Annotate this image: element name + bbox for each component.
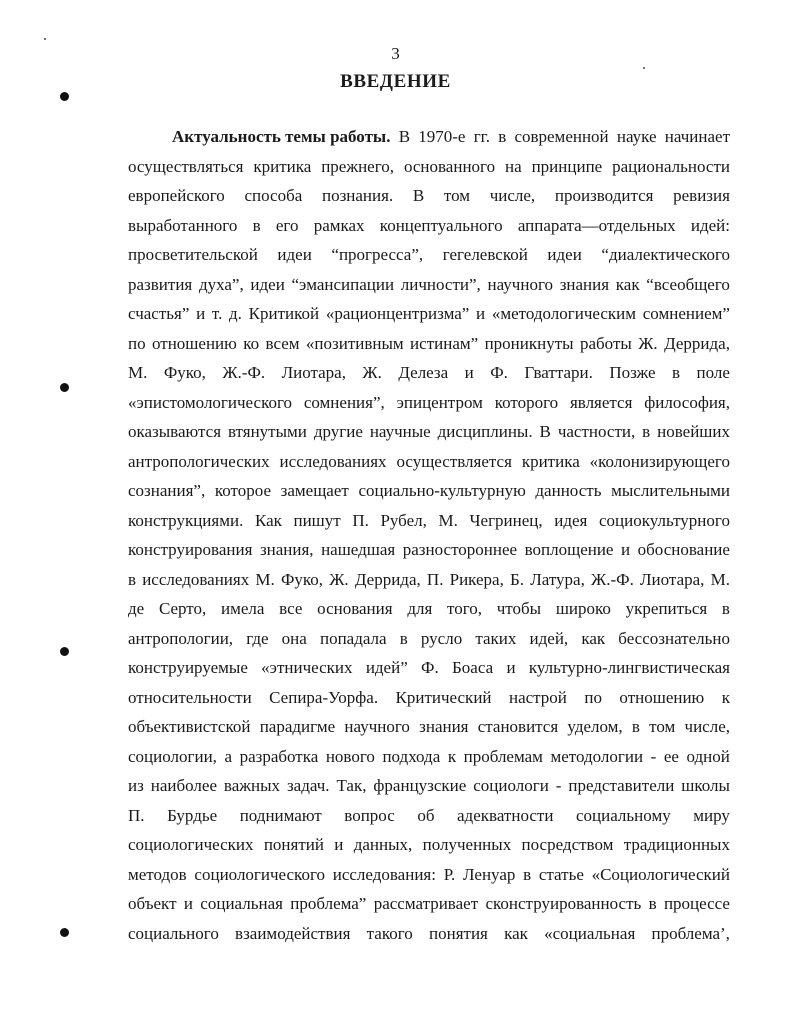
- word: д.: [229, 304, 242, 323]
- word: производится: [554, 186, 654, 205]
- word: нового: [325, 746, 375, 766]
- word: оказываются: [128, 422, 222, 441]
- word: де: [128, 599, 145, 618]
- word: критика: [521, 451, 580, 471]
- word: поднимают: [239, 805, 322, 825]
- word: по: [584, 687, 602, 707]
- word: рациональности: [612, 156, 730, 176]
- word: М.: [255, 569, 275, 589]
- word: вопрос: [344, 805, 395, 825]
- word: Лиотара,: [640, 569, 705, 589]
- word: истинам”: [410, 333, 479, 353]
- word: на: [505, 156, 522, 176]
- word: и: [506, 658, 516, 677]
- word: европейского: [128, 186, 225, 205]
- word: -: [555, 776, 562, 795]
- word: рамках: [313, 215, 365, 235]
- word: науке: [616, 127, 657, 146]
- text-line: [128, 447, 730, 477]
- word: парадигме: [259, 717, 336, 736]
- text-line: [128, 594, 730, 624]
- word: частности,: [557, 422, 636, 441]
- word: Боаса: [452, 658, 494, 677]
- word: “прогресса”,: [331, 245, 424, 264]
- word: научные: [369, 422, 431, 441]
- word: социально-культурную: [358, 481, 526, 500]
- word: исследованиях: [279, 451, 387, 471]
- word: в: [498, 127, 507, 146]
- text-line: [128, 801, 730, 831]
- word: настрой: [508, 687, 567, 707]
- word: а: [224, 746, 233, 766]
- word: антропологических: [128, 451, 270, 471]
- word: обоснование: [637, 540, 730, 559]
- word: прежнего,: [321, 156, 395, 176]
- word: подхода: [382, 746, 441, 766]
- word: основания: [317, 599, 393, 618]
- page-title: ВВЕДЕНИЕ: [340, 71, 451, 92]
- word: осуществляется: [396, 451, 512, 471]
- word: все: [279, 599, 303, 618]
- word: для: [407, 599, 433, 618]
- word: Фуко,: [280, 569, 324, 589]
- word: том: [443, 186, 471, 205]
- text-line: [128, 388, 730, 418]
- punch-hole: [60, 92, 69, 101]
- word: социологии,: [128, 746, 217, 766]
- word: идеи: [250, 274, 285, 294]
- word: воплощение: [524, 540, 614, 559]
- word: отношению: [619, 687, 705, 707]
- word: миру: [693, 805, 730, 825]
- word: разработка: [239, 746, 319, 766]
- word: русло: [420, 628, 463, 648]
- word: 1970-е: [418, 127, 466, 146]
- word: «этнических: [261, 658, 353, 677]
- word: том: [649, 717, 676, 736]
- word: и: [621, 540, 631, 559]
- word: поле: [696, 363, 730, 382]
- text-line: [128, 329, 730, 359]
- word: в: [642, 422, 651, 441]
- word: полученных: [422, 835, 512, 854]
- body-text: [128, 122, 730, 948]
- text-line: [128, 358, 730, 388]
- word: того,: [447, 599, 483, 618]
- word: научного: [344, 717, 410, 736]
- word: «позитивным: [305, 333, 404, 353]
- word: адекватности: [457, 805, 554, 825]
- word: Б.: [510, 569, 525, 589]
- word: данных,: [353, 835, 413, 854]
- word: взаимодействия: [235, 923, 351, 943]
- word: как: [615, 274, 640, 294]
- word: которое: [214, 481, 271, 500]
- word: «Социологический: [591, 864, 730, 884]
- word: имела: [221, 599, 265, 618]
- text-line: [128, 653, 730, 683]
- word: «эпистомологического: [128, 392, 293, 412]
- word: одной: [686, 746, 730, 766]
- word: способа: [244, 186, 303, 205]
- word: Гваттари.: [524, 363, 593, 382]
- word: знания: [559, 274, 610, 294]
- word: “диалектического: [601, 245, 730, 264]
- word: относительности: [128, 687, 252, 707]
- text-line: [128, 181, 730, 211]
- word: «рационцентризма”: [325, 304, 470, 323]
- word: в: [252, 215, 261, 235]
- word: укрепиться: [625, 599, 708, 618]
- word: проблема”: [290, 894, 367, 913]
- word: исследования:: [332, 864, 436, 884]
- word: «колонизирующего: [589, 451, 730, 471]
- word: Ф.: [490, 363, 508, 382]
- scan-speck: [643, 67, 645, 69]
- word: Рикера,: [449, 569, 504, 589]
- word: развития: [128, 274, 193, 294]
- word: социокультурного: [598, 510, 730, 530]
- word: объект: [128, 894, 177, 913]
- word: социальному: [576, 805, 671, 825]
- word: в: [399, 628, 408, 648]
- word: наиболее: [150, 776, 217, 795]
- text-line: [128, 712, 730, 742]
- word: критика: [253, 156, 312, 176]
- word: Фуко,: [163, 363, 206, 382]
- word: социальная: [200, 894, 283, 913]
- word: П.: [352, 510, 369, 530]
- word: широко: [555, 599, 611, 618]
- word: и: [476, 304, 486, 323]
- word: рассматривает: [373, 894, 479, 913]
- word: -: [650, 746, 657, 766]
- word: В: [539, 422, 551, 441]
- word: процессе: [663, 894, 730, 913]
- word: осуществляться: [128, 156, 244, 176]
- word: социального: [128, 923, 219, 943]
- word: Так,: [336, 776, 367, 795]
- word: другие: [313, 422, 363, 441]
- word: аппарата—отдельных: [517, 215, 676, 235]
- word: Деррида,: [354, 569, 421, 589]
- word: основанного: [403, 156, 496, 176]
- page-number: 3: [391, 44, 400, 63]
- word: Делеза: [398, 363, 449, 382]
- word: его: [275, 215, 299, 235]
- word: Сепира-Уорфа.: [269, 687, 379, 707]
- text-line: [128, 417, 730, 447]
- word: об: [417, 805, 435, 825]
- word: знания: [419, 717, 469, 736]
- word: такого: [366, 923, 413, 943]
- word: она: [281, 628, 307, 648]
- word: культурно-лингвистическая: [528, 658, 730, 677]
- word: мыслительными: [611, 481, 730, 500]
- word: идей:: [690, 215, 730, 235]
- word: попадала: [319, 628, 387, 648]
- word: в: [631, 717, 640, 736]
- word: сомнения”,: [303, 392, 385, 412]
- word: которого: [494, 392, 559, 412]
- word: В: [398, 127, 411, 146]
- word: сознания”,: [128, 481, 206, 500]
- word: статье: [538, 864, 584, 884]
- text-line: [128, 860, 730, 890]
- word: духа”,: [198, 274, 244, 294]
- word: понятий: [263, 835, 324, 854]
- word: уделом,: [567, 717, 623, 736]
- word: Критикой: [248, 304, 320, 323]
- word: проникнуты: [484, 333, 574, 353]
- word: к: [721, 687, 730, 707]
- word: Латура,: [530, 569, 585, 589]
- text-line: [128, 771, 730, 801]
- word: нашедшая: [321, 540, 396, 559]
- word: социологи: [473, 776, 549, 795]
- word: посредством: [521, 835, 614, 854]
- word: начинает: [664, 127, 730, 146]
- word: идей,: [529, 628, 569, 648]
- word: Серто,: [158, 599, 207, 618]
- word: замещает: [280, 481, 349, 500]
- text-line: [128, 624, 730, 654]
- word: познания.: [321, 186, 394, 205]
- word: исследованиях: [142, 569, 250, 589]
- word: и: [464, 363, 474, 382]
- word: к: [447, 746, 457, 766]
- word: научного: [487, 274, 553, 294]
- word: М.: [128, 363, 148, 382]
- word: сконструированность: [485, 894, 642, 913]
- word: проблемам: [463, 746, 543, 766]
- word: философия,: [644, 392, 730, 412]
- word: “эмансипации: [291, 274, 395, 294]
- word: Лиотара,: [281, 363, 346, 382]
- word: таких: [475, 628, 517, 648]
- text-line: [128, 535, 730, 565]
- word: методов: [128, 864, 187, 884]
- word: проблема’,: [651, 923, 730, 943]
- word: идей”: [365, 658, 408, 677]
- text-line: [128, 565, 730, 595]
- punch-hole: [60, 383, 69, 392]
- word: данность: [535, 481, 602, 500]
- word: современной: [514, 127, 609, 146]
- word: числе,: [684, 717, 730, 736]
- scan-speck: [44, 38, 46, 40]
- word: П.: [426, 569, 444, 589]
- word: Ф.: [421, 658, 439, 677]
- word: как: [581, 628, 606, 648]
- word: становится: [477, 717, 559, 736]
- text-line: [128, 506, 730, 536]
- word: «социальная: [544, 923, 636, 943]
- word: Деррида,: [664, 333, 730, 353]
- word: гегелевской: [442, 245, 528, 264]
- word: Чегринец,: [469, 510, 543, 530]
- word: идея: [554, 510, 588, 530]
- word: в: [721, 599, 730, 618]
- text-line: [128, 152, 730, 182]
- word: Как: [254, 510, 282, 530]
- word: Рубел,: [380, 510, 427, 530]
- word: Ж.: [362, 363, 382, 382]
- text-line: [128, 122, 730, 152]
- word: и: [183, 894, 193, 913]
- word: как: [504, 923, 528, 943]
- word: счастья”: [128, 304, 190, 323]
- text-line: [128, 270, 730, 300]
- word: является: [569, 392, 633, 412]
- word: знания,: [259, 540, 314, 559]
- word: сомнением”: [642, 304, 730, 323]
- word: представители: [568, 776, 675, 795]
- word: «методологическим: [491, 304, 637, 323]
- word: М.: [710, 569, 730, 589]
- word: где: [246, 628, 269, 648]
- word: важных: [223, 776, 281, 795]
- word: школы: [681, 776, 730, 795]
- punch-hole: [60, 928, 69, 937]
- word: Позже: [609, 363, 656, 382]
- lead-heading: Актуальность темы работы.: [172, 127, 391, 146]
- text-line: [128, 240, 730, 270]
- text-line: [128, 683, 730, 713]
- word: “всеобщего: [646, 274, 730, 294]
- word: понятия: [429, 923, 488, 943]
- word: Ж.: [329, 569, 349, 589]
- word: Ж.-Ф.: [591, 569, 634, 589]
- word: в: [128, 569, 137, 589]
- punch-hole: [60, 647, 69, 656]
- word: традиционных: [623, 835, 730, 854]
- text-line: [128, 889, 730, 919]
- word: принципе: [531, 156, 603, 176]
- word: и: [196, 304, 206, 323]
- text-line: [128, 476, 730, 506]
- word: в: [523, 864, 532, 884]
- word: ее: [663, 746, 679, 766]
- word: бессознательно: [618, 628, 730, 648]
- text-line: [128, 830, 730, 860]
- word: Ленуар: [463, 864, 516, 884]
- word: дисциплины.: [437, 422, 533, 441]
- word: разностороннее: [402, 540, 518, 559]
- word: задач.: [286, 776, 330, 795]
- text-line: [128, 742, 730, 772]
- word: объективистской: [128, 717, 251, 736]
- word: конструкциями.: [128, 510, 244, 530]
- word: всем: [265, 333, 300, 353]
- word: отношению: [152, 333, 237, 353]
- word: выработанного: [128, 215, 238, 235]
- word: новейших: [657, 422, 730, 441]
- word: пишут: [293, 510, 341, 530]
- word: антропологии,: [128, 628, 234, 648]
- word: концептуального: [379, 215, 503, 235]
- word: Критический: [395, 687, 492, 707]
- word: в: [648, 894, 657, 913]
- word: чтобы: [496, 599, 542, 618]
- word: идеи: [277, 245, 312, 264]
- word: гг.: [473, 127, 490, 146]
- word: П.: [128, 805, 145, 825]
- word: по: [128, 333, 146, 353]
- text-line: [128, 211, 730, 241]
- word: т.: [211, 304, 223, 323]
- word: просветительской: [128, 245, 258, 264]
- word: в: [672, 363, 681, 382]
- word: Р.: [443, 864, 456, 884]
- word: Бурдье: [167, 805, 218, 825]
- word: ко: [243, 333, 260, 353]
- word: ревизия: [673, 186, 730, 205]
- text-line: [128, 299, 730, 329]
- word: конструирования: [128, 540, 253, 559]
- word: французские: [373, 776, 467, 795]
- word: из: [128, 776, 144, 795]
- word: Ж.: [638, 333, 658, 353]
- word: В: [412, 186, 425, 205]
- word: числе,: [489, 186, 536, 205]
- word: работы: [579, 333, 632, 353]
- word: конструируемые: [128, 658, 248, 677]
- text-line: [128, 919, 730, 949]
- word: идеи: [547, 245, 582, 264]
- word: социологических: [128, 835, 254, 854]
- word: М.: [438, 510, 458, 530]
- word: социологического: [194, 864, 326, 884]
- word: методологии: [550, 746, 644, 766]
- word: втянутыми: [227, 422, 307, 441]
- word: и: [334, 835, 344, 854]
- word: Ж.-Ф.: [222, 363, 266, 382]
- word: эпицентром: [396, 392, 483, 412]
- word: личности”,: [400, 274, 481, 294]
